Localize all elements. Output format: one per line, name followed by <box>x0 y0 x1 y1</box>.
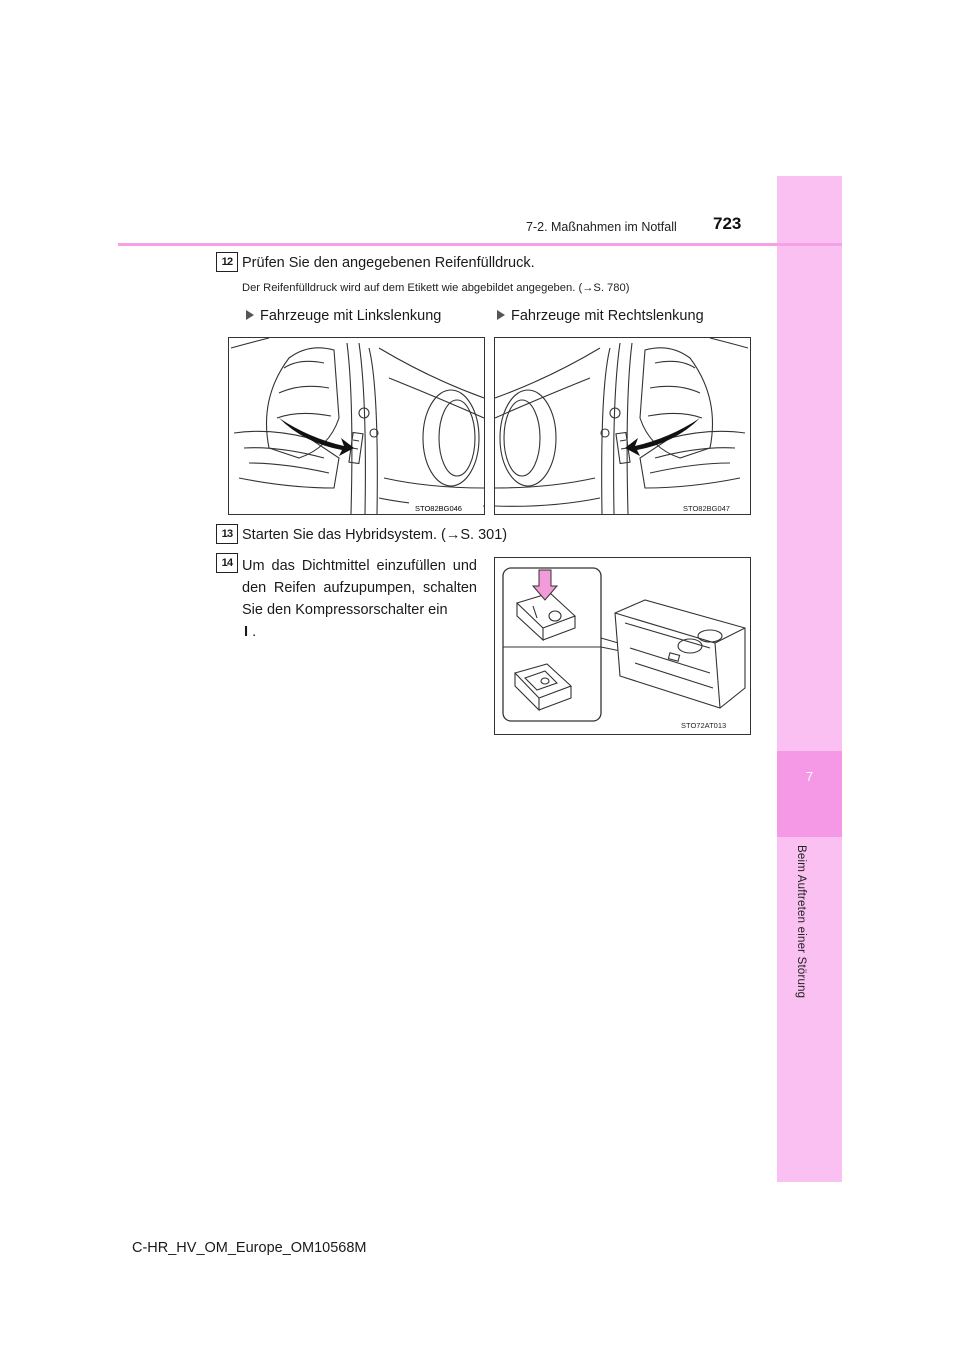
door-pillar-illustration-right <box>495 338 750 514</box>
door-pillar-illustration-left <box>229 338 484 514</box>
chapter-title: Beim Auftreten einer Störung <box>795 845 807 999</box>
step-12-note: Der Reifenfülldruck wird auf dem Etikett wie abgebildet angegeben. (→S. 780) <box>242 282 630 294</box>
triangle-bullet-icon <box>497 310 505 320</box>
right-hand-drive-figure <box>494 337 751 515</box>
left-hand-drive-figure <box>228 337 485 515</box>
step-14-badge: 14 <box>216 553 238 573</box>
right-hand-drive-label <box>497 308 704 324</box>
compressor-illustration <box>495 558 750 734</box>
left-figure-code: STO82BG046 <box>415 504 462 513</box>
document-footer: C-HR_HV_OM_Europe_OM10568M <box>132 1240 367 1256</box>
section-title: 7-2. Maßnahmen im Notfall <box>526 220 677 234</box>
compressor-figure-code: STO72AT013 <box>681 721 727 730</box>
compressor-switch-figure <box>494 557 751 735</box>
step-12-text: Prüfen Sie den angegebenen Reifenfülldruck. <box>242 255 535 271</box>
right-figure-code: STO82BG047 <box>683 504 730 513</box>
step-13-badge: 13 <box>216 524 238 544</box>
switch-on-symbol: I <box>244 624 249 640</box>
chapter-side-tab <box>777 176 842 1182</box>
left-hand-drive-text: Fahrzeuge mit Linkslenkung <box>260 308 442 324</box>
step-14-end: . <box>252 624 257 640</box>
page-number: 723 <box>713 214 742 233</box>
left-hand-drive-label <box>246 308 441 324</box>
header-rule <box>118 243 842 246</box>
triangle-bullet-icon <box>246 310 254 320</box>
right-hand-drive-text: Fahrzeuge mit Rechtslenkung <box>511 308 704 324</box>
chapter-number: 7 <box>805 769 814 784</box>
step-12-badge: 12 <box>216 252 238 272</box>
step-14-text: Um das Dichtmittel einzufüllen und den Reifen aufzupumpen, schalten Sie den Kompressorschalter ein <box>242 558 477 618</box>
step-14-paragraph <box>242 555 477 643</box>
step-13-text: Starten Sie das Hybridsystem. (→S. 301) <box>242 527 508 543</box>
chapter-number-highlight <box>777 751 842 837</box>
